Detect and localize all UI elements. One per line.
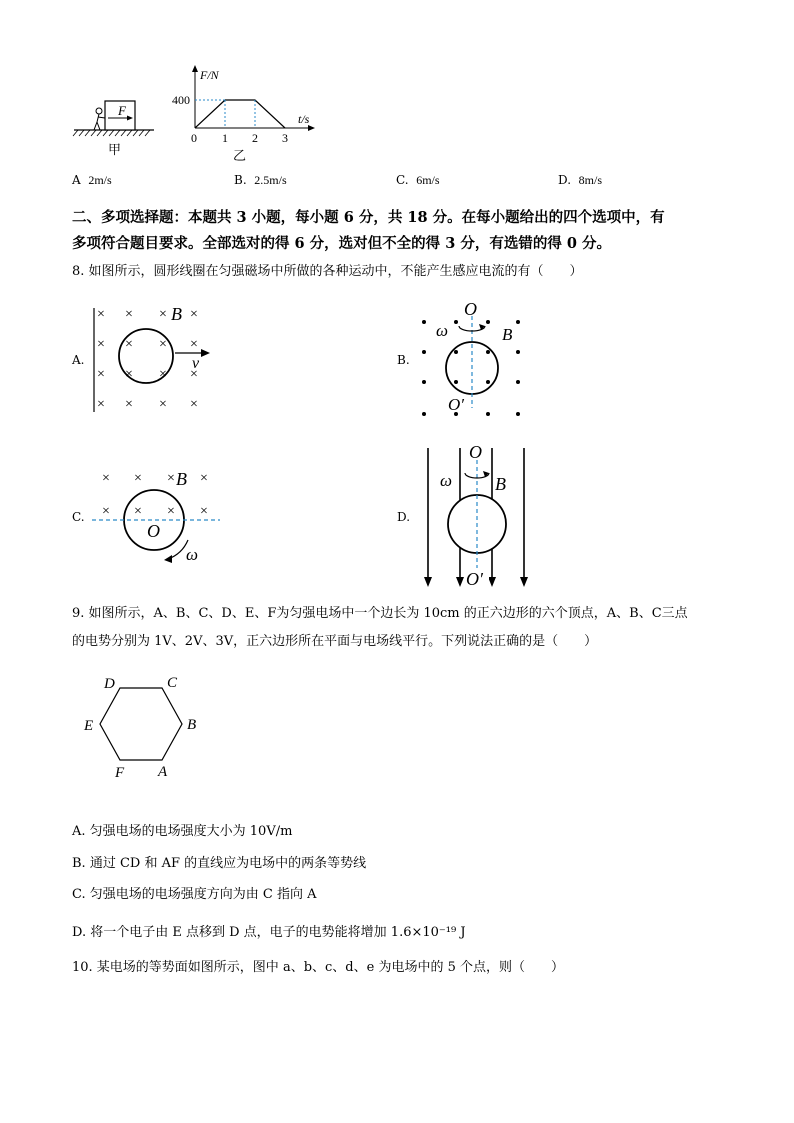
section2-line2: 多项符合题目要求。全部选对的得 6 分，选对但不全的得 3 分，有选错的得 0 分。 xyxy=(72,235,612,252)
q7-option-c[interactable]: C. 6m/s xyxy=(396,173,440,187)
omega-label: ω xyxy=(440,471,453,490)
svg-text:×: × xyxy=(159,397,167,412)
svg-text:×: × xyxy=(102,471,110,486)
y-tick-400: 400 xyxy=(172,93,190,107)
q7-force-label: F xyxy=(118,103,126,118)
q10-stem: 10. 某电场的等势面如图所示，图中 a、b、c、d、e 为电场中的 5 个点，则（ ） xyxy=(72,960,564,975)
section2-line1: 二、多项选择题：本题共 3 小题，每小题 6 分，共 18 分。在每小题给出的四个选项中，有 xyxy=(72,209,665,226)
q8-figure-b xyxy=(414,296,534,422)
svg-text:×: × xyxy=(134,471,142,486)
svg-text:×: × xyxy=(190,307,198,322)
svg-text:×: × xyxy=(200,504,208,519)
field-label: B xyxy=(171,304,182,324)
q8-figure-a xyxy=(88,300,213,418)
svg-text:×: × xyxy=(167,504,175,519)
field-label: B xyxy=(502,325,513,344)
x-tick-2: 2 xyxy=(252,131,258,145)
field-label: B xyxy=(495,474,506,494)
vertex-b: B xyxy=(187,717,197,733)
svg-text:×: × xyxy=(159,337,167,352)
axis-bottom-label: O′ xyxy=(466,569,483,589)
field-label: B xyxy=(176,469,187,489)
svg-text:×: × xyxy=(190,337,198,352)
svg-text:×: × xyxy=(97,397,105,412)
svg-text:×: × xyxy=(200,471,208,486)
q8-label-a[interactable]: A. xyxy=(72,353,85,367)
q7-option-a[interactable]: A 2m/s xyxy=(72,173,112,187)
q9-option-a[interactable]: A. 匀强电场的电场强度大小为 10V/m xyxy=(72,824,293,839)
vertex-e: E xyxy=(84,718,94,734)
x-tick-1: 1 xyxy=(222,131,228,145)
omega-label: ω xyxy=(186,545,199,564)
svg-text:×: × xyxy=(97,307,105,322)
coil xyxy=(119,329,173,383)
svg-text:×: × xyxy=(167,471,175,486)
q8-figure-c xyxy=(88,464,223,568)
axis-bottom-label: O′ xyxy=(448,395,464,414)
q8-label-b[interactable]: B. xyxy=(397,353,410,367)
q9-option-b[interactable]: B. 通过 CD 和 AF 的直线应为电场中的两条等势线 xyxy=(72,856,367,871)
q9-stem-line2: 的电势分别为 1V、2V、3V，正六边形所在平面与电场线平行。下列说法正确的是（ ） xyxy=(72,634,598,649)
q9-stem xyxy=(72,600,752,656)
center-label: O xyxy=(147,521,160,541)
svg-text:×: × xyxy=(159,307,167,322)
vertex-f: F xyxy=(115,765,125,781)
q9-option-c[interactable]: C. 匀强电场的电场强度方向为由 C 指向 A xyxy=(72,887,317,902)
svg-text:×: × xyxy=(125,367,133,382)
svg-text:×: × xyxy=(190,367,198,382)
svg-text:×: × xyxy=(190,397,198,412)
q7-figure-jia xyxy=(70,90,165,160)
axis-top-label: O xyxy=(469,442,482,462)
x-axis-label: t/s xyxy=(298,112,310,126)
svg-text:×: × xyxy=(159,367,167,382)
svg-text:×: × xyxy=(125,397,133,412)
q8-stem: 8. 如图所示，圆形线圈在匀强磁场中所做的各种运动中，不能产生感应电流的有（ ） xyxy=(72,264,583,279)
x-tick-0: 0 xyxy=(191,131,197,145)
force-time-line xyxy=(195,100,285,128)
hexagon xyxy=(100,688,182,760)
coil xyxy=(124,490,184,550)
velocity-label: v xyxy=(192,355,200,372)
section2-heading xyxy=(72,205,732,257)
svg-text:×: × xyxy=(134,504,142,519)
svg-text:×: × xyxy=(125,337,133,352)
q7-option-d[interactable]: D. 8m/s xyxy=(558,173,602,187)
q9-hexagon-figure xyxy=(78,668,208,784)
omega-label: ω xyxy=(436,321,449,340)
q7-figure-yi-graph xyxy=(165,62,320,170)
q7-option-b[interactable]: B. 2.5m/s xyxy=(234,173,287,187)
svg-text:×: × xyxy=(102,504,110,519)
svg-text:×: × xyxy=(125,307,133,322)
q8-label-d[interactable]: D. xyxy=(397,510,411,524)
q7-caption-jia: 甲 xyxy=(108,142,122,157)
y-axis-label: F/N xyxy=(200,68,219,82)
q9-option-d[interactable]: D. 将一个电子由 E 点移到 D 点，电子的电势能将增加 1.6×10⁻¹⁹ J xyxy=(72,925,466,940)
svg-text:×: × xyxy=(97,337,105,352)
q9-stem-line1: 9. 如图所示，A、B、C、D、E、F为匀强电场中一个边长为 10cm 的正六边形的六个顶点，A、B、C三点 xyxy=(72,606,688,621)
q8-figure-d xyxy=(420,440,532,590)
svg-text:×: × xyxy=(97,367,105,382)
q8-label-c[interactable]: C. xyxy=(72,510,85,524)
vertex-c: C xyxy=(167,675,178,691)
x-tick-3: 3 xyxy=(282,131,288,145)
q7-caption-yi: 乙 xyxy=(233,148,247,163)
vertex-a: A xyxy=(158,764,168,780)
axis-top-label: O xyxy=(464,299,477,319)
vertex-d: D xyxy=(104,676,115,692)
